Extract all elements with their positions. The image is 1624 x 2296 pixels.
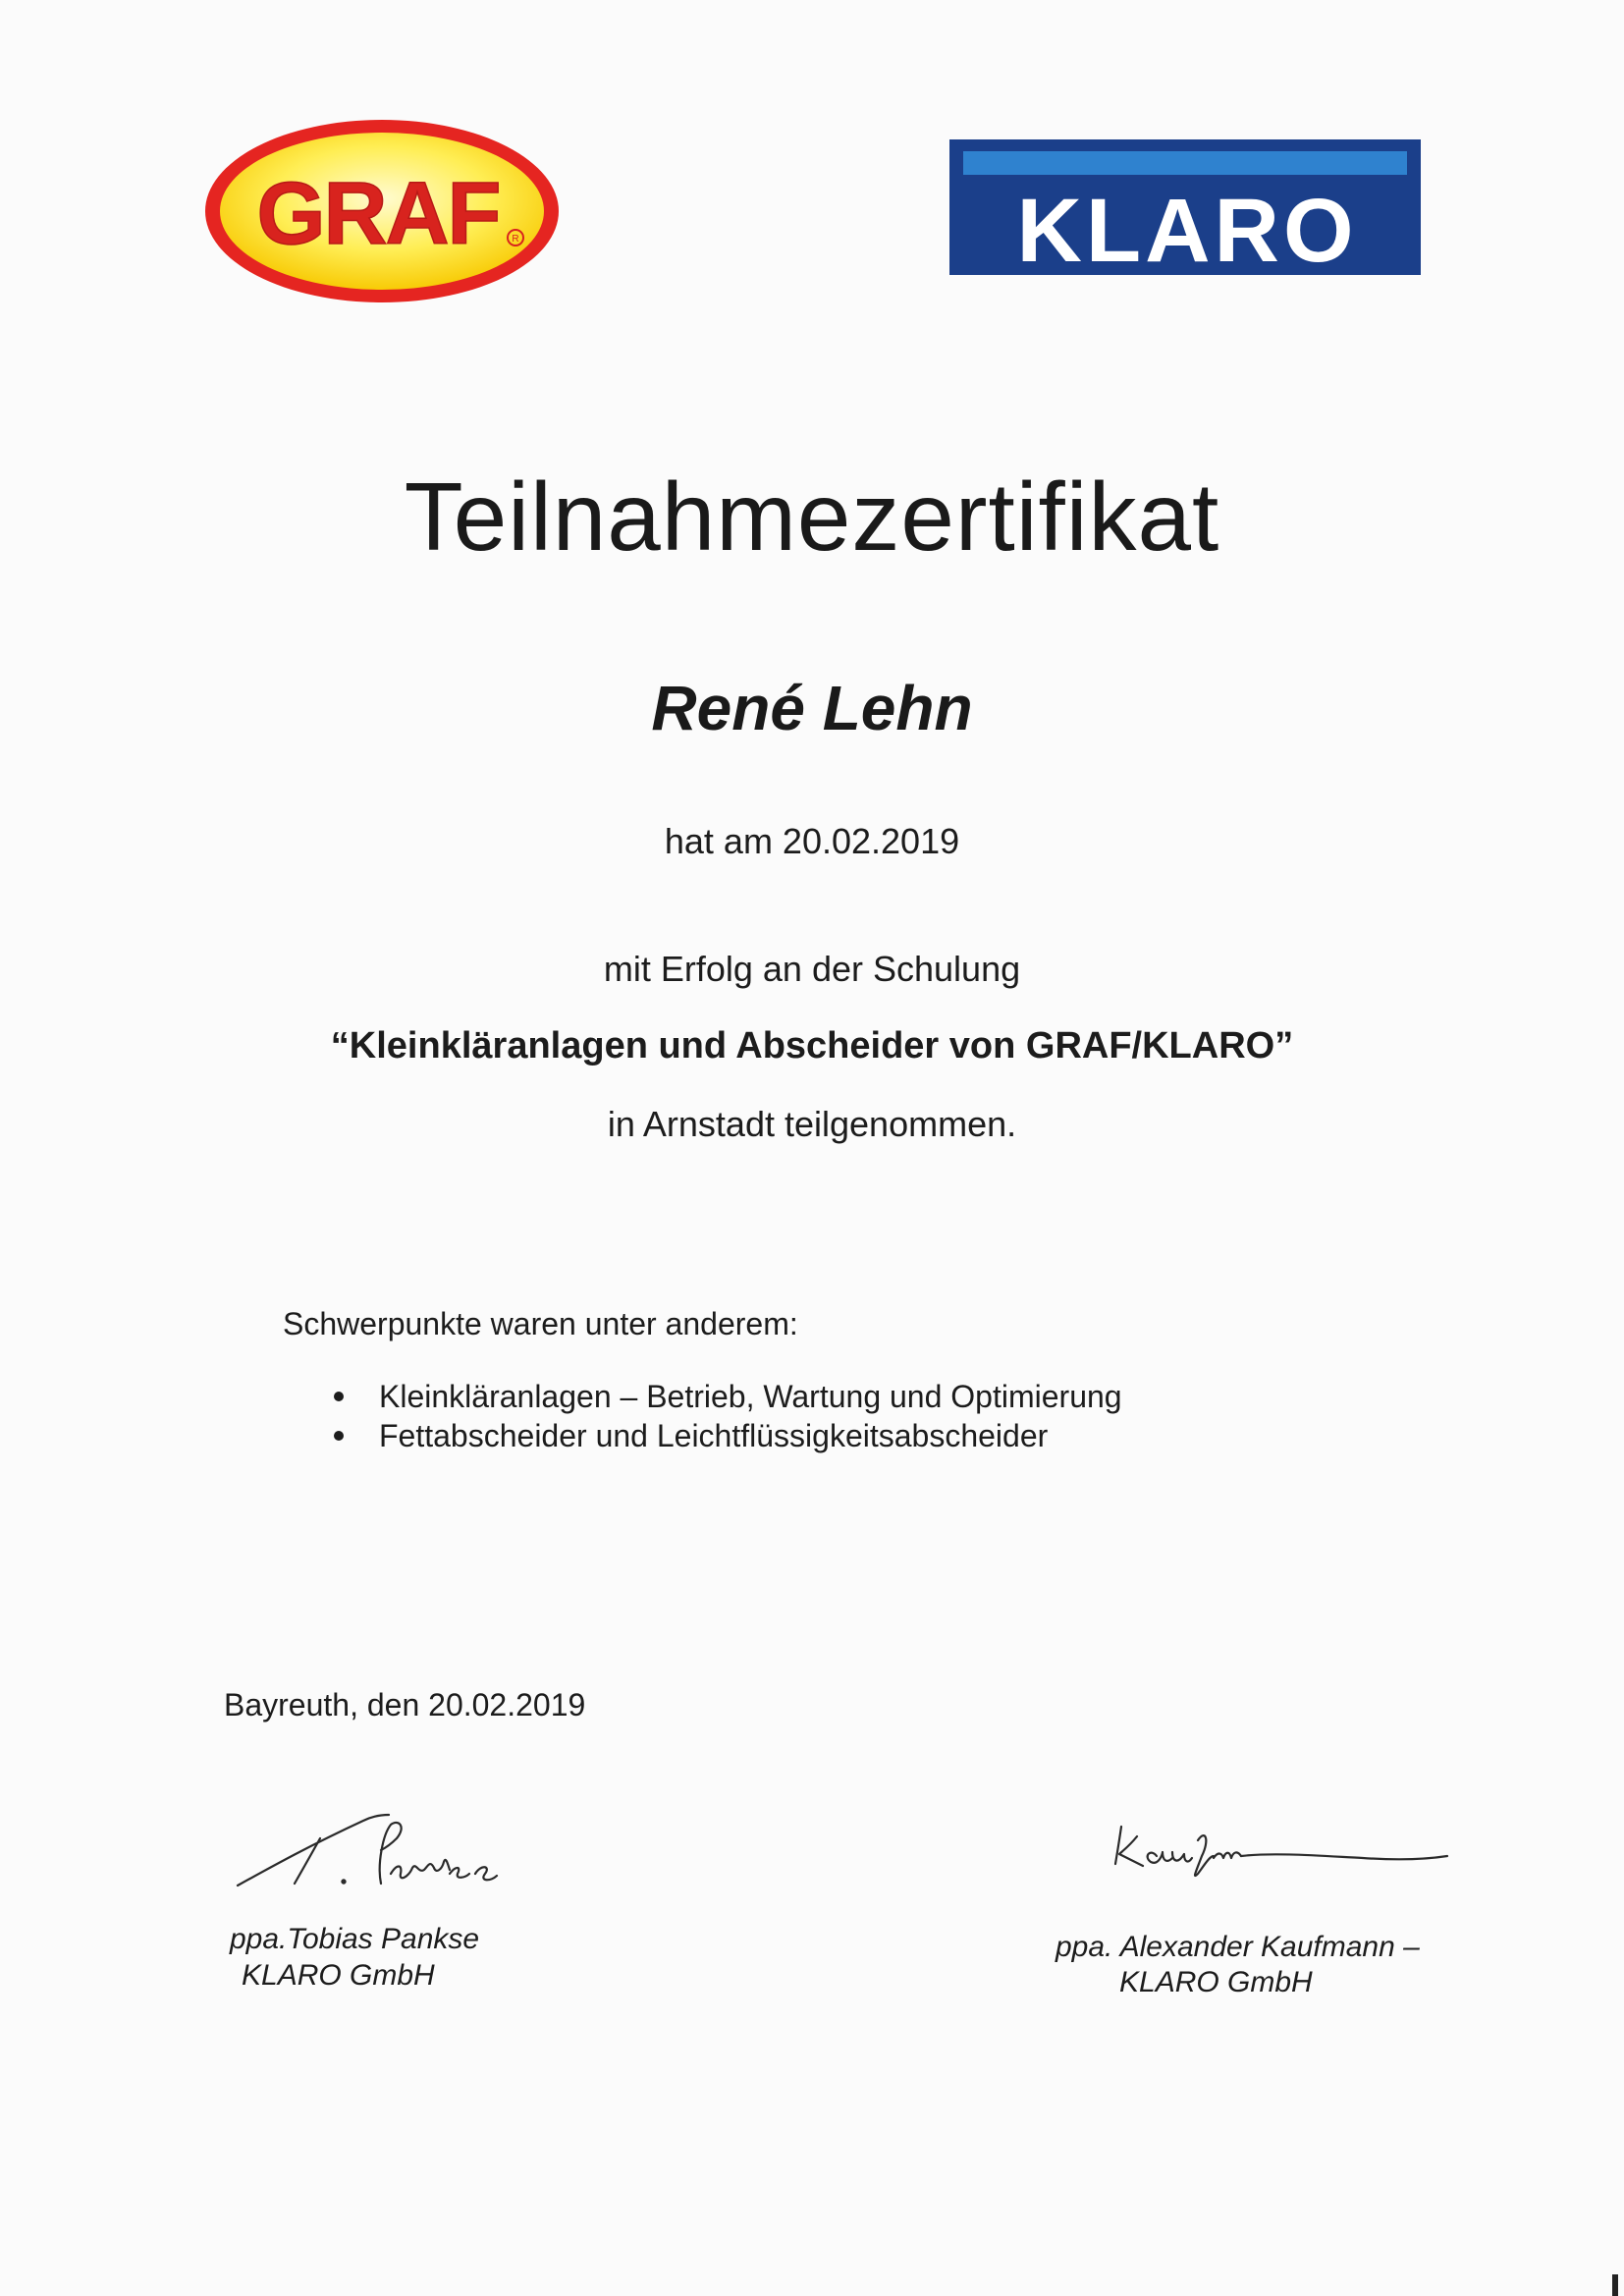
svg-text:GRAF: GRAF bbox=[256, 165, 500, 263]
participation-date-line: hat am 20.02.2019 bbox=[664, 821, 960, 861]
success-line: mit Erfolg an der Schulung bbox=[603, 949, 1021, 989]
signature-left bbox=[234, 1805, 499, 1893]
signature-right bbox=[1108, 1817, 1451, 1886]
focus-heading: Schwerpunkte waren unter anderem: bbox=[283, 1306, 798, 1341]
signer-left-company: KLARO GmbH bbox=[242, 1959, 435, 1992]
list-item bbox=[324, 1377, 1122, 1416]
bullet-icon bbox=[334, 1392, 344, 1401]
svg-text:KLARO: KLARO bbox=[1016, 181, 1358, 275]
location-line: in Arnstadt teilgenommen. bbox=[607, 1104, 1017, 1144]
focus-item-text: Kleinkläranlagen – Betrieb, Wartung und Optimierung bbox=[379, 1379, 1122, 1414]
course-name: “Kleinkläranlagen und Abscheider von GRAF/KLARO” bbox=[330, 1025, 1294, 1066]
bullet-icon bbox=[334, 1431, 344, 1441]
signer-right-name: ppa. Alexander Kaufmann – bbox=[1056, 1931, 1420, 1963]
recipient-name: René Lehn bbox=[651, 673, 973, 743]
focus-list bbox=[324, 1377, 1122, 1455]
signer-left-name: ppa.Tobias Pankse bbox=[230, 1923, 480, 1955]
place-and-date: Bayreuth, den 20.02.2019 bbox=[224, 1687, 586, 1722]
focus-item-text: Fettabscheider und Leichtflüssigkeitsabscheider bbox=[379, 1418, 1049, 1453]
klaro-logo bbox=[949, 139, 1421, 275]
certificate-title: Teilnahmezertifikat bbox=[404, 463, 1220, 571]
graf-logo bbox=[201, 116, 563, 306]
scan-edge-mark bbox=[1612, 2274, 1618, 2296]
list-item bbox=[324, 1416, 1122, 1455]
signer-right-company: KLARO GmbH bbox=[1119, 1966, 1313, 1998]
svg-text:R: R bbox=[512, 234, 519, 245]
